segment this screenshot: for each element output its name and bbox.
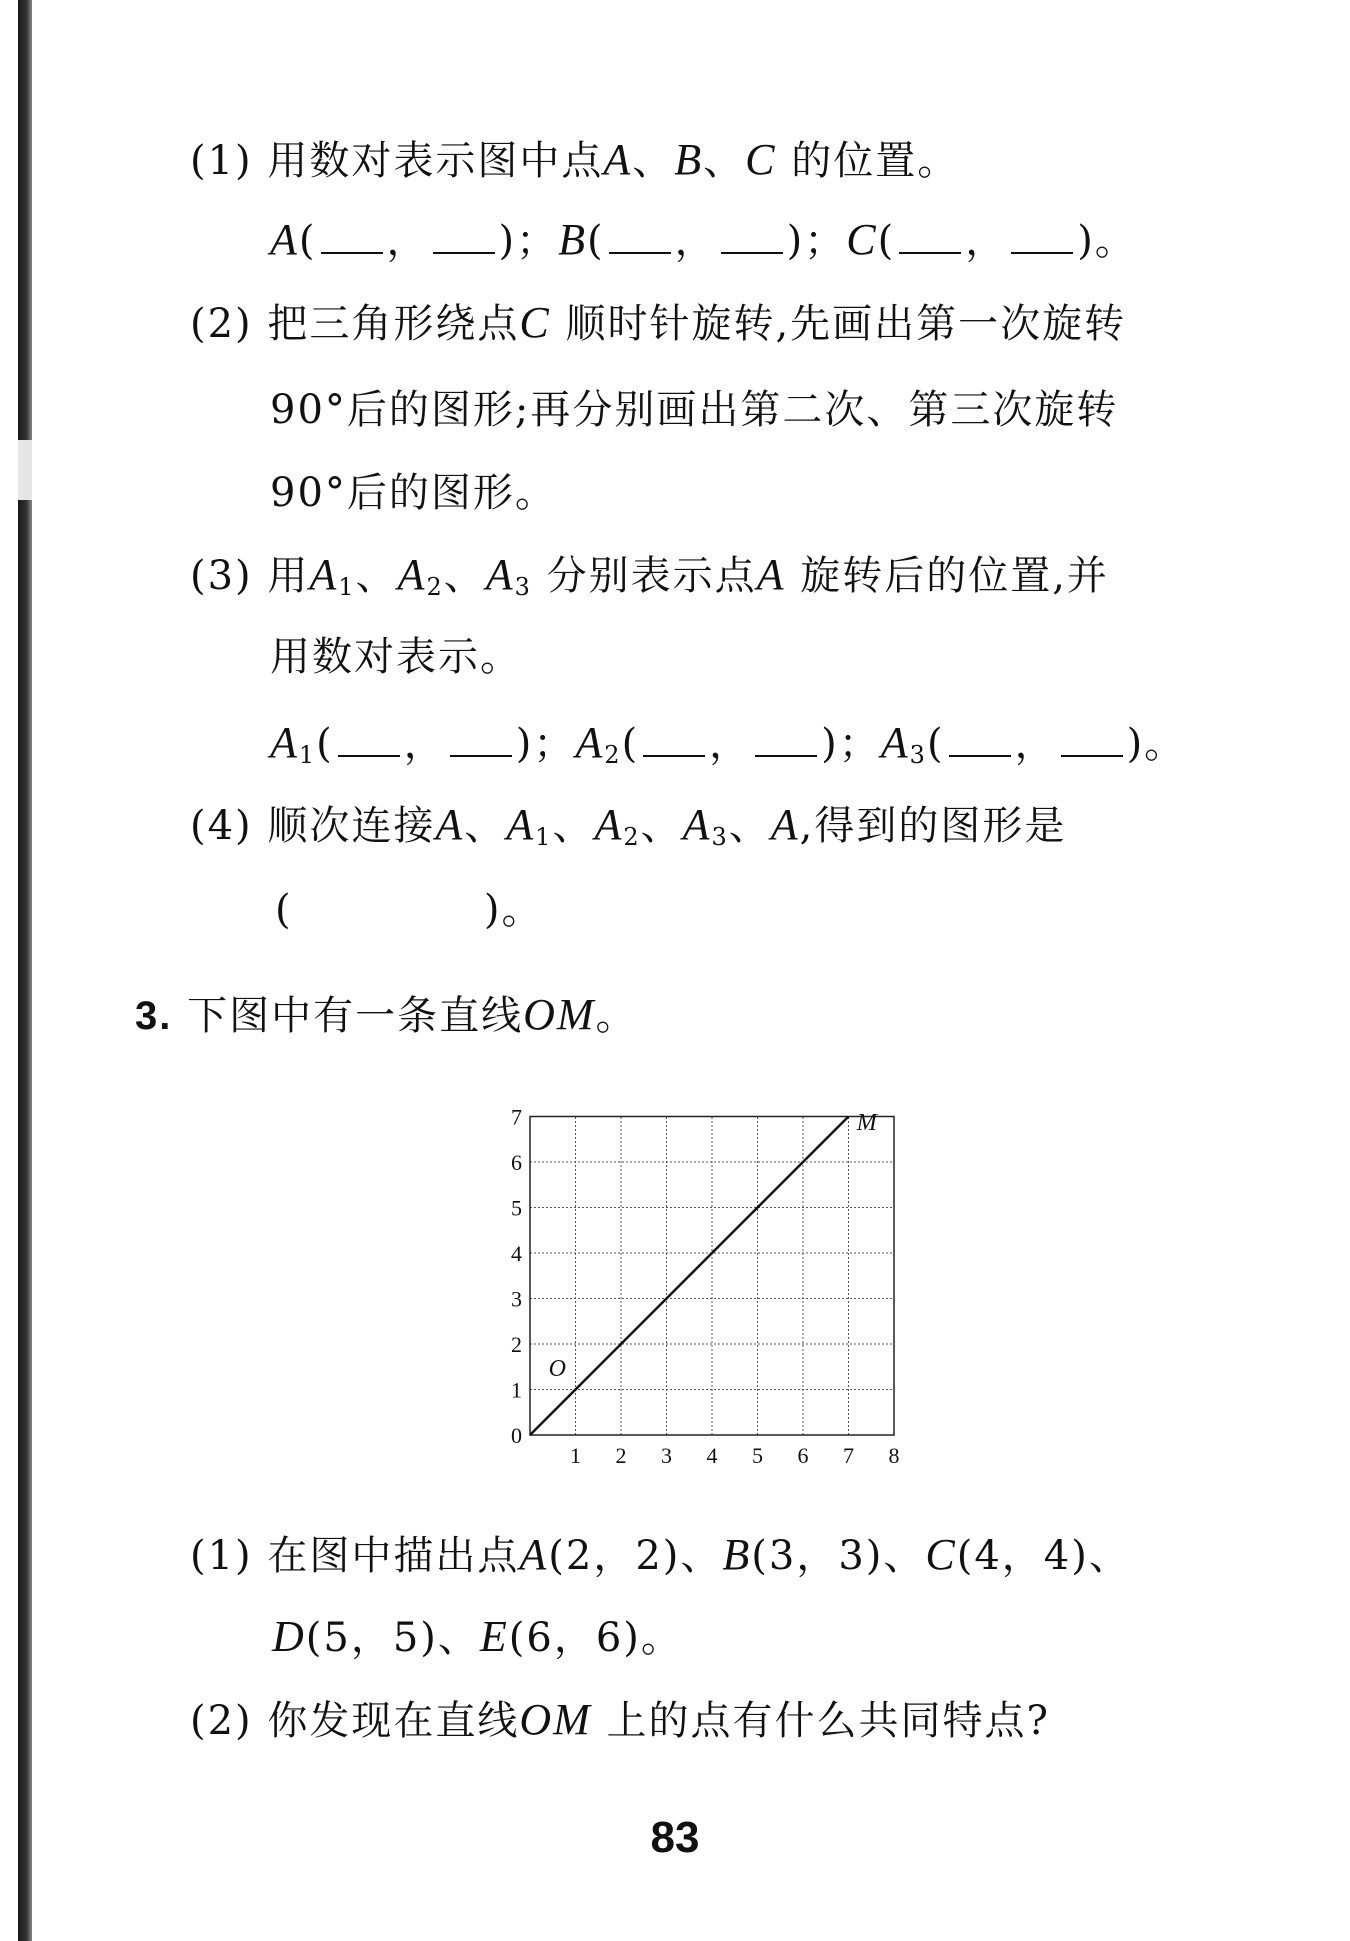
y-tick-label: 7 xyxy=(511,1104,522,1130)
page-number: 83 xyxy=(650,1813,700,1862)
grid-border xyxy=(530,1117,894,1436)
answer-blank[interactable] xyxy=(643,721,705,757)
grid xyxy=(530,1117,894,1436)
q3-sub2: (2) 你发现在直线OM 上的点有什么共同特点? xyxy=(190,1695,1050,1744)
y-tick-label: 5 xyxy=(511,1195,522,1221)
y-tick-label: 6 xyxy=(511,1150,522,1175)
annotations xyxy=(549,1110,879,1382)
series xyxy=(530,1117,849,1436)
x-tick-label: 1 xyxy=(570,1443,581,1468)
answer-blank[interactable] xyxy=(338,721,400,757)
line-om-grid-chart xyxy=(480,1095,920,1475)
answer-blank[interactable] xyxy=(433,218,495,254)
q1-answer-line: A( ， )；B( ， )；C( ， )。 xyxy=(270,215,1137,264)
q2-text-line1: (2) 把三角形绕点C 顺时针旋转,先画出第一次旋转 xyxy=(190,298,1127,347)
y-tick-label: 1 xyxy=(511,1377,522,1403)
answer-blank[interactable] xyxy=(609,218,671,254)
y-tick-label: 4 xyxy=(511,1241,522,1266)
q3-text-line1: (3) 用$A_1$、$A_2$、$A_3$ 分别表示点A 旋转后的位置,并 xyxy=(190,550,1109,601)
x-tick-label: 4 xyxy=(706,1443,718,1468)
answer-blank[interactable] xyxy=(1061,721,1123,757)
x-tick-label: 8 xyxy=(888,1443,900,1468)
question-number: 3. xyxy=(135,994,173,1038)
q2-text-line3: 90°后的图形。 xyxy=(270,470,557,516)
q3-sub1-line2: D(5，5)、E(6，6)。 xyxy=(272,1612,683,1661)
x-tick-label: 7 xyxy=(843,1443,854,1468)
y-tick-label: 0 xyxy=(511,1423,522,1448)
q3-answer-line: $A_1$( ， )；$A_2$( ， )；$A_3$( ， )。 xyxy=(270,718,1187,769)
q4-text-line1: (4) 顺次连接A、$A_1$、$A_2$、$A_3$、A,得到的图形是 xyxy=(190,800,1067,851)
answer-blank[interactable] xyxy=(321,218,383,254)
answer-blank[interactable] xyxy=(721,218,783,254)
answer-blank[interactable] xyxy=(949,721,1011,757)
book-spine-shadow xyxy=(18,0,32,1941)
answer-blank[interactable] xyxy=(755,721,817,757)
axis-labels xyxy=(511,1105,900,1469)
q3-sub1-line1: (1) 在图中描出点A(2，2)、B(3，3)、C(4，4)、 xyxy=(190,1530,1131,1579)
q4-answer-bracket[interactable]: ( )。 xyxy=(275,887,544,933)
point-label-o: O xyxy=(548,1355,566,1382)
q3-text-line2: 用数对表示。 xyxy=(270,634,522,680)
line-om xyxy=(530,1117,849,1436)
answer-blank[interactable] xyxy=(899,218,961,254)
y-tick-label: 2 xyxy=(511,1332,522,1357)
q1-text: (1) 用数对表示图中点A、B、C 的位置。 xyxy=(190,135,960,184)
answer-blank[interactable] xyxy=(450,721,512,757)
answer-blank[interactable] xyxy=(1011,218,1073,254)
x-tick-label: 3 xyxy=(661,1443,672,1468)
q2-text-line2: 90°后的图形;再分别画出第二次、第三次旋转 xyxy=(270,387,1119,433)
point-label-m: M xyxy=(856,1110,877,1137)
x-tick-label: 5 xyxy=(752,1443,763,1468)
spine-gap xyxy=(18,440,32,500)
question3-heading: 3. 下图中有一条直线OM。 xyxy=(135,990,638,1039)
y-tick-label: 3 xyxy=(511,1286,522,1312)
x-tick-label: 2 xyxy=(615,1443,627,1468)
x-tick-label: 6 xyxy=(797,1443,809,1468)
